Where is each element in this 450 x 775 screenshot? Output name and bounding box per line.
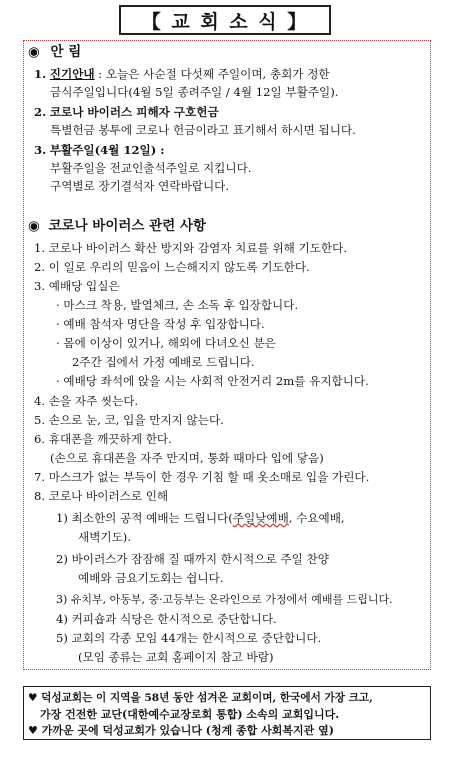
corona-line-10: 5. 손으로 눈, 코, 입을 만지지 않는다. <box>34 413 224 427</box>
corona-heading-text: 코로나 바이러스 관련 사항 <box>48 218 207 234</box>
notice-item-2-num: 2. <box>34 105 47 119</box>
corona-line-8: · 예배당 좌석에 앉을 시는 사회적 안전거리 2m를 유지합니다. <box>56 374 369 388</box>
footer-line-1: ♥ 덕성교회는 이 지역을 58년 동안 섬겨온 교회이며, 한국에서 가장 크고, <box>28 692 373 704</box>
notice-item-3-line2: 부활주일을 전교인출석주일로 지킵니다. <box>50 161 252 175</box>
corona-line-9: 4. 손을 자주 씻는다. <box>34 394 139 408</box>
corona-sub-2-line2: 예배와 금요기도회는 쉽니다. <box>78 571 224 585</box>
notice-item-3-num: 3. <box>34 143 47 157</box>
corona-sub-5-line2: (모임 종류는 교회 홈페이지 참고 바람) <box>78 650 274 664</box>
notice-item-3 <box>34 142 165 158</box>
corona-line-11: 6. 휴대폰을 깨끗하게 한다. <box>34 432 172 446</box>
notice-item-1-title: 진기안내 <box>49 67 95 81</box>
notice-item-1-line2: 금식주일입니다(4월 5일 종려주일 / 4월 12일 부활주일). <box>50 85 339 99</box>
notice-heading <box>28 44 81 60</box>
corona-line-6: · 몸에 이상이 있거나, 해외에 다녀오신 분은 <box>56 336 276 350</box>
notice-item-3-title: 부활주일(4월 12일) : <box>49 143 165 157</box>
corona-sub-1-a: 1) 최소한의 공적 예배는 드립니다( <box>56 511 233 525</box>
notice-item-1 <box>34 66 330 82</box>
corona-line-12: (손으로 휴대폰을 자주 만지며, 통화 때마다 입에 닿음) <box>50 451 324 465</box>
notice-item-2-title: 코로나 바이러스 피해자 구호헌금 <box>49 105 219 119</box>
corona-heading <box>28 218 206 234</box>
corona-sub-4: 4) 커피숍과 식당은 한시적으로 중단합니다. <box>56 612 277 626</box>
corona-sub-5: 5) 교회의 각종 모임 44개는 한시적으로 중단합니다. <box>56 631 322 645</box>
notice-item-2 <box>34 104 219 120</box>
corona-sub-1 <box>56 510 345 526</box>
corona-sub-1-b: 주일낮예배 <box>232 511 289 525</box>
corona-line-1: 1. 코로나 바이러스 확산 방지와 감염자 치료를 위해 기도한다. <box>34 241 348 255</box>
notice-item-2-line2: 특별헌금 봉투에 코로나 헌금이라고 표기해서 하시면 됩니다. <box>50 123 356 137</box>
corona-line-7: 2주간 집에서 가정 예배로 드립니다. <box>72 355 255 369</box>
section-marker-icon: ◉ <box>28 218 40 234</box>
footer-line-3: ♥ 가까운 곳에 덕성교회가 있습니다 (청계 종합 사회복지관 옆) <box>28 724 334 737</box>
corona-line-5: · 예배 참석자 명단을 작성 후 입장합니다. <box>56 317 265 331</box>
corona-line-14: 8. 코로나 바이러스로 인해 <box>34 489 169 503</box>
corona-line-4: · 마스크 착용, 발열체크, 손 소독 후 입장합니다. <box>56 298 299 312</box>
section-marker-icon: ◉ <box>28 44 40 60</box>
notice-item-1-num: 1. <box>34 67 47 81</box>
notice-item-3-line3: 구역별로 장기결석자 연락바랍니다. <box>50 179 230 193</box>
corona-line-3: 3. 예배당 입실은 <box>34 279 120 293</box>
page-title: 【 교 회 소 식 】 <box>119 5 331 35</box>
corona-sub-3: 3) 유치부, 아동부, 중·고등부는 온라인으로 가정에서 예배를 드립니다. <box>56 593 393 606</box>
corona-line-2: 2. 이 일로 우리의 믿음이 느슨해지지 않도록 기도한다. <box>34 260 310 274</box>
corona-sub-1-line2: 새벽기도). <box>78 530 132 544</box>
notice-heading-text: 안 림 <box>50 44 82 60</box>
corona-sub-1-c: , 수요예배, <box>288 511 345 525</box>
notice-item-1-text: : 오늘은 사순절 다섯째 주일이며, 총회가 정한 <box>94 67 330 81</box>
footer-line-2: 가장 건전한 교단(대한예수교장로회 통합) 소속의 교회입니다. <box>40 708 340 721</box>
corona-line-13: 7. 마스크가 없는 부득이 한 경우 기침 할 때 옷소매로 입을 가린다. <box>34 470 370 484</box>
corona-sub-2: 2) 바이러스가 잠잠해 질 때까지 한시적으로 주일 찬양 <box>56 552 329 566</box>
